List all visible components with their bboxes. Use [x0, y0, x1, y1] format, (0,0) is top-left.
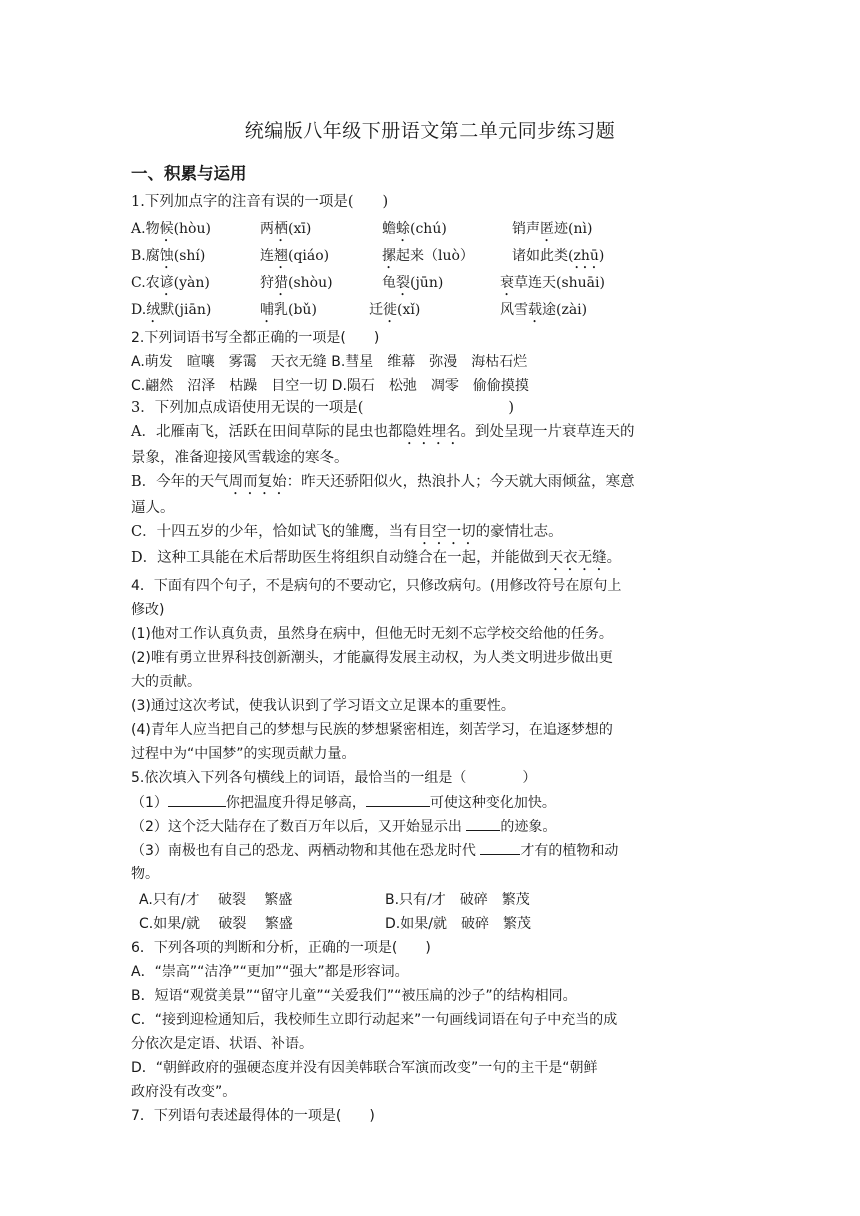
q5-option-b: B.只有/才 破碎 繁茂 [385, 892, 530, 908]
q7-stem: 7．下列语句表述最得体的一项是( ) [131, 1108, 375, 1124]
q5-sentence-2: （2）这个泛大陆存在了数百万年以后，又开始显示出 的迹象。 [131, 816, 731, 837]
q6-option-d: D．“朝鲜政府的强硬态度并没有因美韩联合军演而改变”一句的主干是“朝鲜 [131, 1060, 598, 1076]
q5-sentence-3: （3）南极也有自己的恐龙、两栖动物和其他在恐龙时代 才有的植物和动 [131, 840, 731, 861]
page-title: 统编版八年级下册语文第二单元同步练习题 [244, 120, 616, 142]
q3-option-b-cont: 逼人。 [131, 500, 175, 516]
q3-option-b: B．今年的天气周而复始：昨天还骄阳似火，热浪扑人；今天就大雨倾盆，寒意 [131, 474, 635, 490]
q4-sentence-4: (4)青年人应当把自己的梦想与民族的梦想紧密相连，刻苦学习，在追逐梦想的 [131, 722, 613, 738]
q2-stem: 2.下列词语书写全都正确的一项是( ) [131, 330, 380, 346]
section-heading: 一、积累与运用 [131, 164, 247, 183]
q4-sentence-2-cont: 大的贡献。 [131, 674, 201, 690]
q4-sentence-3: (3)通过这次考试，使我认识到了学习语文立足课本的重要性。 [131, 698, 515, 714]
q6-option-d-cont: 政府没有改变”。 [131, 1084, 237, 1100]
q4-sentence-4-cont: 过程中为“中国梦”的实现贡献力量。 [131, 746, 356, 762]
q5-option-d: D.如果/就 破碎 繁茂 [385, 916, 531, 932]
q4-stem-cont: 修改) [131, 602, 165, 618]
q6-stem: 6．下列各项的判断和分析，正确的一项是( ) [131, 940, 431, 956]
q6-option-c-cont: 分依次是定语、状语、补语。 [131, 1036, 313, 1052]
q2-options-ab: A.萌发 暄嚷 雾霭 天衣无缝 B.彗星 维幕 弥漫 海枯石烂 [131, 354, 528, 370]
q3-option-d: D．这种工具能在术后帮助医生将组织自动缝合在一起，并能做到天衣无缝。 [131, 550, 622, 566]
q3-stem: 3．下列加点成语使用无误的一项是( ) [131, 400, 515, 416]
q3-option-a: A．北雁南飞，活跃在田间草际的昆虫也都隐姓埋名。到处呈现一片衰草连天的 [131, 424, 635, 440]
q5-sentence-3-cont: 物。 [131, 866, 159, 882]
document-page: 统编版八年级下册语文第二单元同步练习题 一、积累与运用 1.下列加点字的注音有误的一项是( ) A.物候(hòu) 两栖(xī) 蟾蜍(chú) 销声匿迹(nì) B.腐蚀(shí) 连翘(qiáo) 摞起来（luò） 诸如此类(zhū) C.农谚(yàn) 狩猎(shòu) 龟裂(jūn) 衰草连天(shuāi) D.绒默(jiān) 哺乳(bǔ) 迁徙(xǐ) 风雪载途(zài) 2.下列词语书写全都正确的一项是( ) A.萌发 暄嚷 雾霭 天衣无缝 B.彗星 维幕 弥漫 海枯石烂 C.翩然 沼泽 枯躁 目空一切 D.陨石 松弛 凋零 偷偷摸摸 3．下列加点成语使用无误的一项是( ) A．北雁南飞，活跃在田间草际的昆虫也都隐姓埋名。到处呈现一片衰草连天的 景象，准备迎接风雪载途的寒冬。 B．今年的天气周而复始：昨天还骄阳似火，热浪扑人；今天就大雨倾盆，寒意 逼人。 C．十四五岁的少年，恰如试飞的雏鹰，当有目空一切的豪情壮志。 D．这种工具能在术后帮助医生将组织自动缝合在一起，并能做到天衣无缝。 4．下面有四个句子，不是病句的不要动它，只修改病句。(用修改符号在原句上 修改) (1)他对工作认真负责，虽然身在病中，但他无时无刻不忘学校交给他的任务。 (2)唯有勇立世界科技创新潮头，才能赢得发展主动权，为人类文明进步做出更 大的贡献。 (3)通过这次考试，使我认识到了学习语文立足课本的重要性。 (4)青年人应当把自己的梦想与民族的梦想紧密相连，刻苦学习，在追逐梦想的 过程中为“中国梦”的实现贡献力量。 5.依次填入下列各句横线上的词语，最恰当的一组是（ ） （1） 你把温度升得足够高， 可使这种变化加快。 （2）这个泛大陆存在了数百万年以后，又开始显示出 的迹象。 （3）南极也有自己的恐龙、两栖动物和其他在恐龙时代 才有的植物和动 物。 A.只有/才 破裂 繁盛 B.只有/才 破碎 繁茂 C.如果/就 破裂 繁盛 D.如果/就 破碎 繁茂 6．下列各项的判断和分析，正确的一项是( ) A．“崇高”“洁净”“更加”“强大”都是形容词。 B．短语“观赏美景”“留守儿童”“关爱我们”“被压扁的沙子”的结构相同。 C．“接到迎检通知后，我校师生立即行动起来”一句画线词语在句子中充当的成 分依次是定语、状语、补语。 D．“朝鲜政府的强硬态度并没有因美韩联合军演而改变”一句的主干是“朝鲜 政府没有改变”。 7．下列语句表述最得体的一项是( ) [0, 0, 860, 1216]
q4-sentence-1: (1)他对工作认真负责，虽然身在病中，但他无时无刻不忘学校交给他的任务。 [131, 626, 613, 642]
q5-sentence-1: （1） 你把温度升得足够高， 可使这种变化加快。 [131, 792, 731, 813]
q5-stem: 5.依次填入下列各句横线上的词语，最恰当的一组是（ ） [131, 770, 537, 786]
q6-option-a: A．“崇高”“洁净”“更加”“强大”都是形容词。 [131, 964, 409, 980]
q2-options-cd: C.翩然 沼泽 枯躁 目空一切 D.陨石 松弛 凋零 偷偷摸摸 [131, 378, 529, 394]
q6-option-c: C．“接到迎检通知后，我校师生立即行动起来”一句画线词语在句子中充当的成 [131, 1012, 618, 1028]
q4-stem: 4．下面有四个句子，不是病句的不要动它，只修改病句。(用修改符号在原句上 [131, 578, 622, 594]
q6-option-b: B．短语“观赏美景”“留守儿童”“关爱我们”“被压扁的沙子”的结构相同。 [131, 988, 577, 1004]
q5-option-a: A.只有/才 破裂 繁盛 [139, 892, 293, 908]
q4-sentence-2: (2)唯有勇立世界科技创新潮头，才能赢得发展主动权，为人类文明进步做出更 [131, 650, 613, 666]
q3-option-a-cont: 景象，准备迎接风雪载途的寒冬。 [131, 450, 349, 466]
q1-stem: 1.下列加点字的注音有误的一项是( ) [131, 194, 389, 210]
q5-option-c: C.如果/就 破裂 繁盛 [139, 916, 293, 932]
q3-option-c: C．十四五岁的少年，恰如试飞的雏鹰，当有目空一切的豪情壮志。 [131, 524, 563, 540]
